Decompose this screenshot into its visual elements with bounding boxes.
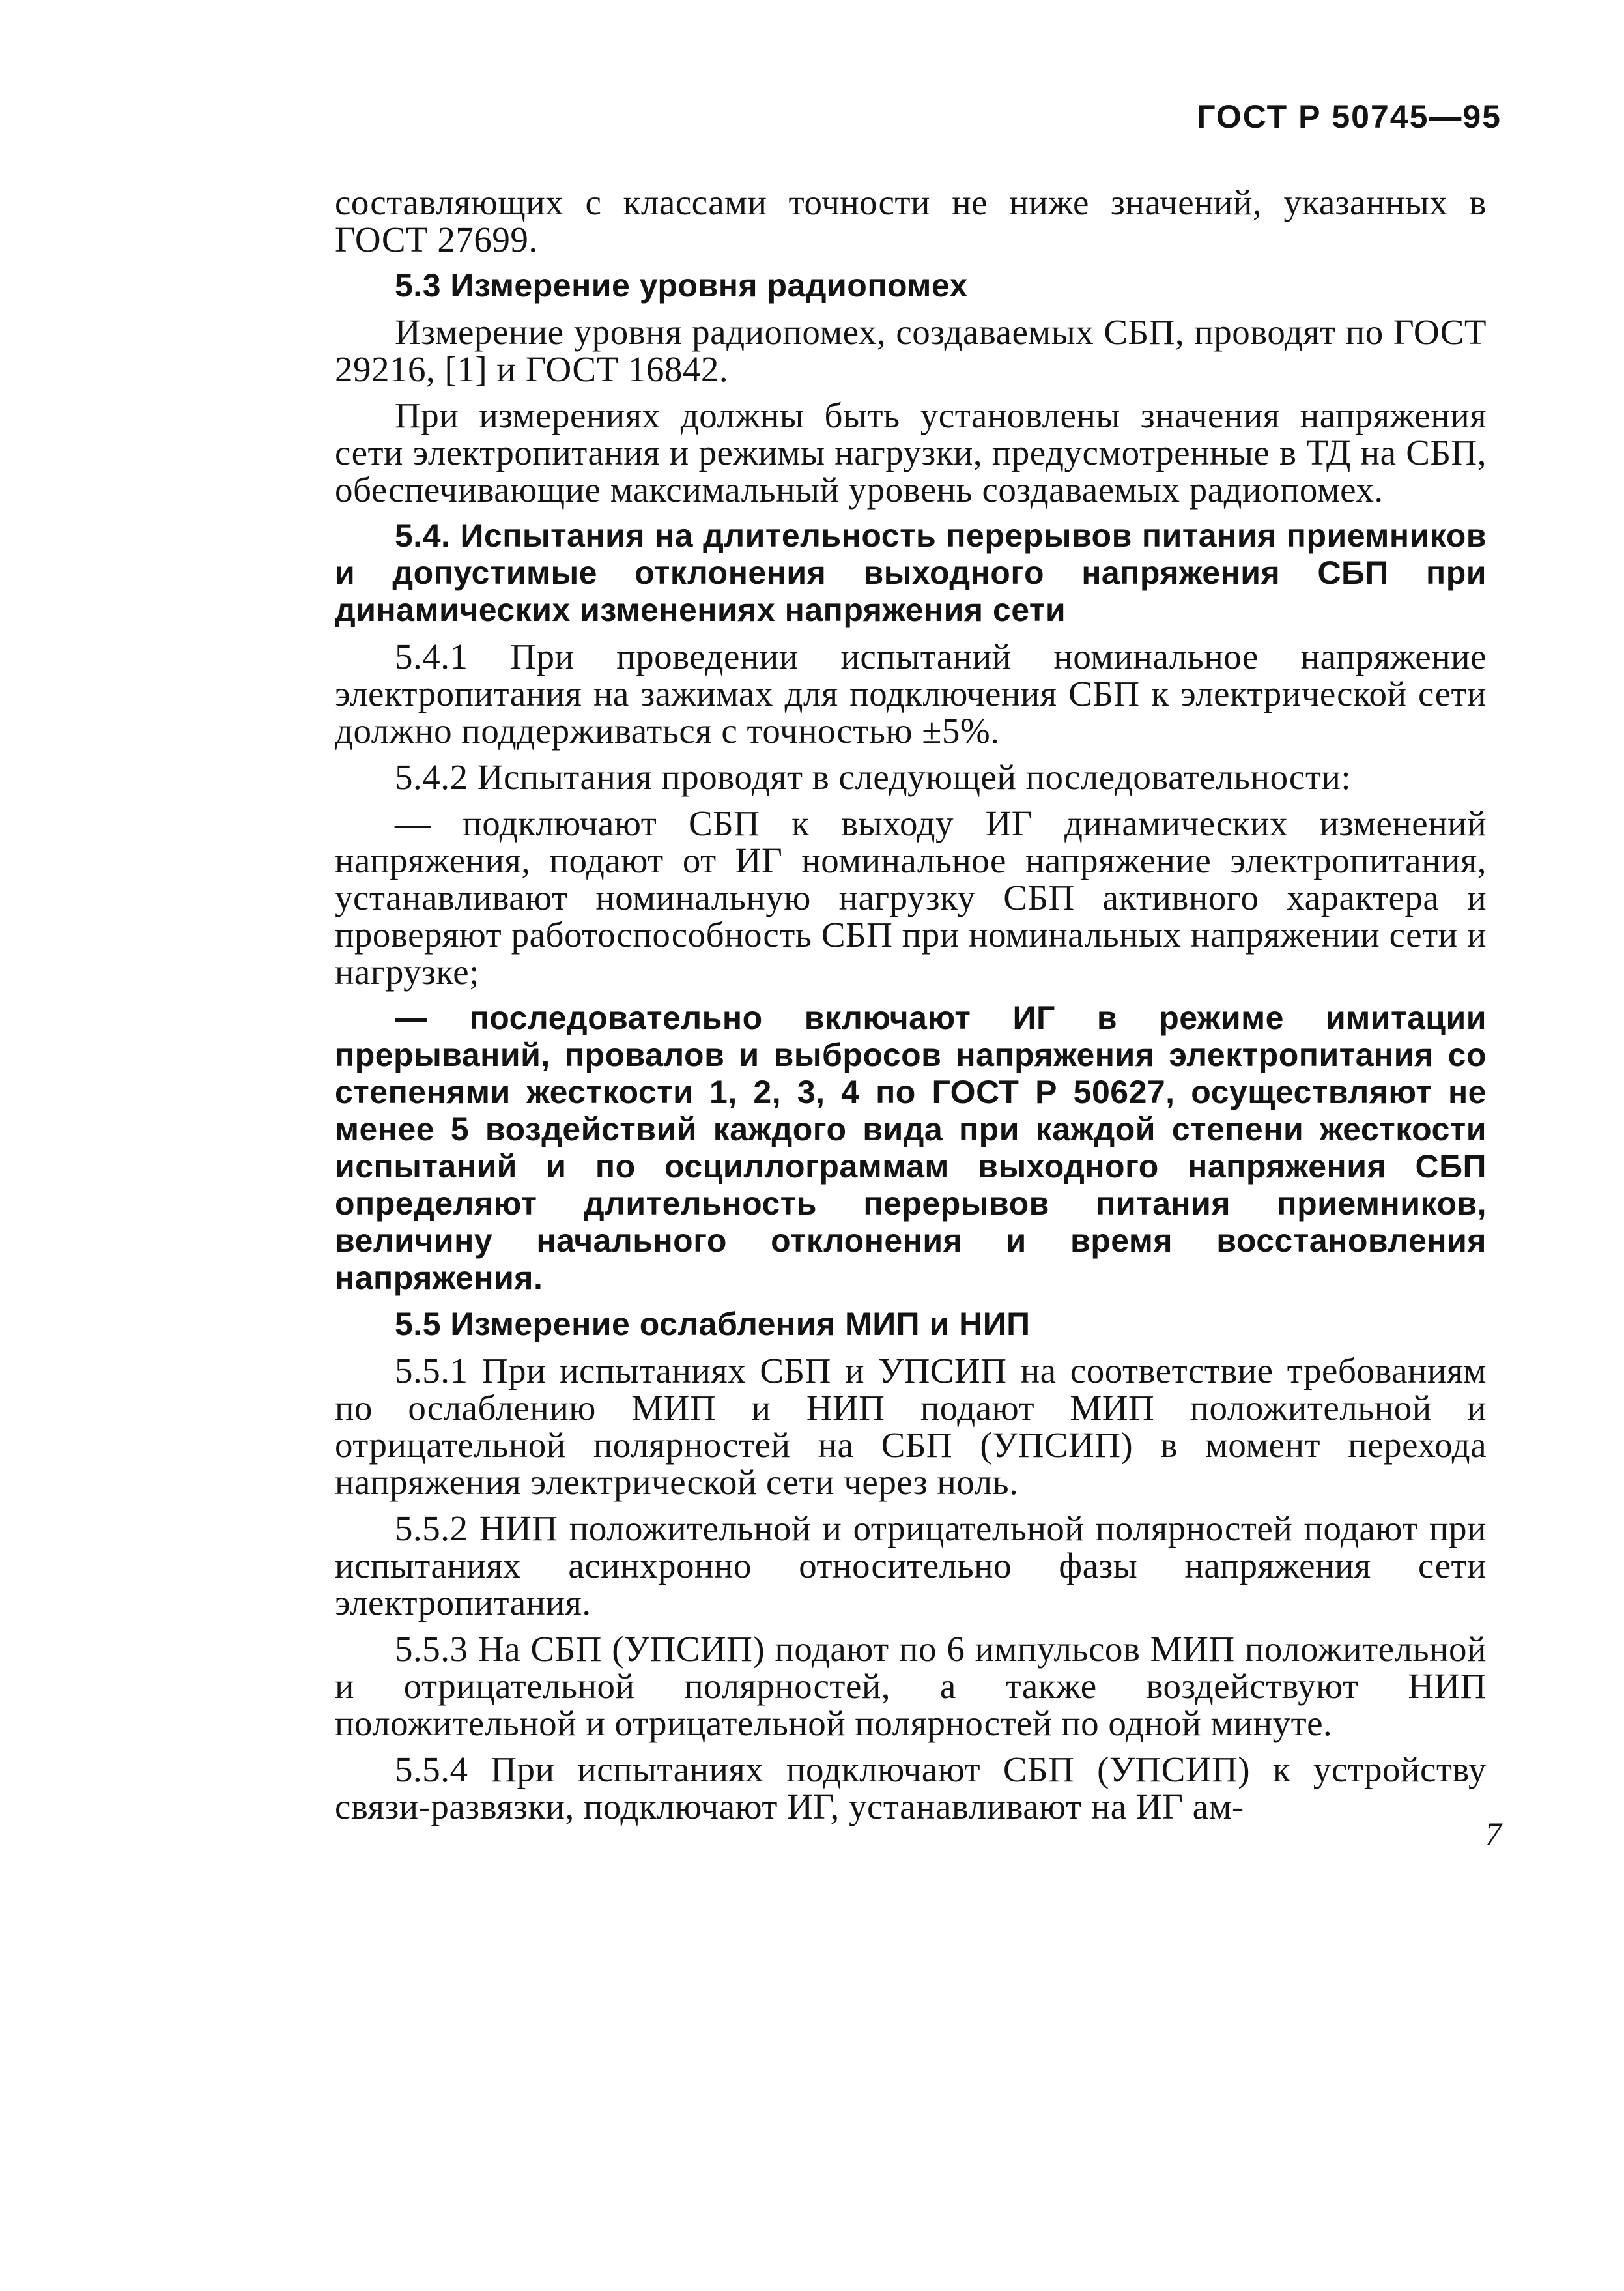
paragraph-5-5-4: 5.5.4 При испытаниях подключают СБП (УПСИП) к устройству связи-развязки, подключают ИГ, устанавливают на ИГ ам- — [335, 1750, 1487, 1826]
paragraph-continuation: составляющих с классами точности не ниже значений, указанных в ГОСТ 27699. — [335, 182, 1487, 259]
page-number: 7 — [1485, 1815, 1502, 1852]
list-item-dash: — подключают СБП к выходу ИГ динамических изменений напряжения, подают от ИГ номинальное напряжение электропитания, устанавливают номинальную нагрузку СБП активного характера и проверяют работоспособность СБП при номинальных напряжении сети и нагрузке; — [335, 803, 1487, 992]
paragraph-5-5-2: 5.5.2 НИП положительной и отрицательной полярностей подают при испытаниях асинхронно относительно фазы напряжения сети электропитания. — [335, 1508, 1487, 1622]
running-header: ГОСТ Р 50745—95 — [1197, 98, 1502, 135]
section-heading-5-5: 5.5 Измерение ослабления МИП и НИП — [395, 1306, 1031, 1342]
section-heading-5-3: 5.3 Измерение уровня радиопомех — [395, 267, 968, 304]
section-heading-5-4: 5.4. Испытания на длительность перерывов питания приемников и допустимые отклонения выходного напряжения СБП при динамических изменениях напряжения сети — [335, 517, 1487, 628]
paragraph: Измерение уровня радиопомех, создаваемых СБП, проводят по ГОСТ 29216, [1] и ГОСТ 16842. — [335, 312, 1487, 389]
paragraph-5-5-1: 5.5.1 При испытаниях СБП и УПСИП на соответствие требованиям по ослаблению МИП и НИП подают МИП положительной и отрицательной полярностей на СБП (УПСИП) в момент перехода напряжения электрической сети через ноль. — [335, 1351, 1487, 1502]
paragraph-5-4-2: 5.4.2 Испытания проводят в следующей последовательности: — [395, 757, 1352, 797]
list-item-dash-bold: — последовательно включают ИГ в режиме имитации прерываний, провалов и выбросов напряжения электропитания со степенями жесткости 1, 2, 3, 4 по ГОСТ Р 50627, осуществляют не менее 5 воздействий каждого вида при каждой степени жесткости испытаний и по осциллограммам выходного напряжения СБП определяют длительность перерывов питания приемников, величину начального отклонения и время восстановления напряжения. — [335, 1000, 1487, 1296]
paragraph: При измерениях должны быть установлены значения напряжения сети электропитания и режимы нагрузки, предусмотренные в ТД на СБП, обеспечивающие максимальный уровень создаваемых радиопомех. — [335, 396, 1487, 510]
document-body — [335, 184, 1487, 1834]
paragraph-5-5-3: 5.5.3 На СБП (УПСИП) подают по 6 импульсов МИП положительной и отрицательной полярностей, а также воздействуют НИП положительной и отрицательной полярностей по одной минуте. — [335, 1629, 1487, 1743]
paragraph-5-4-1: 5.4.1 При проведении испытаний номинальное напряжение электропитания на зажимах для подключения СБП к электрической сети должно поддерживаться с точностью ±5%. — [335, 637, 1487, 751]
